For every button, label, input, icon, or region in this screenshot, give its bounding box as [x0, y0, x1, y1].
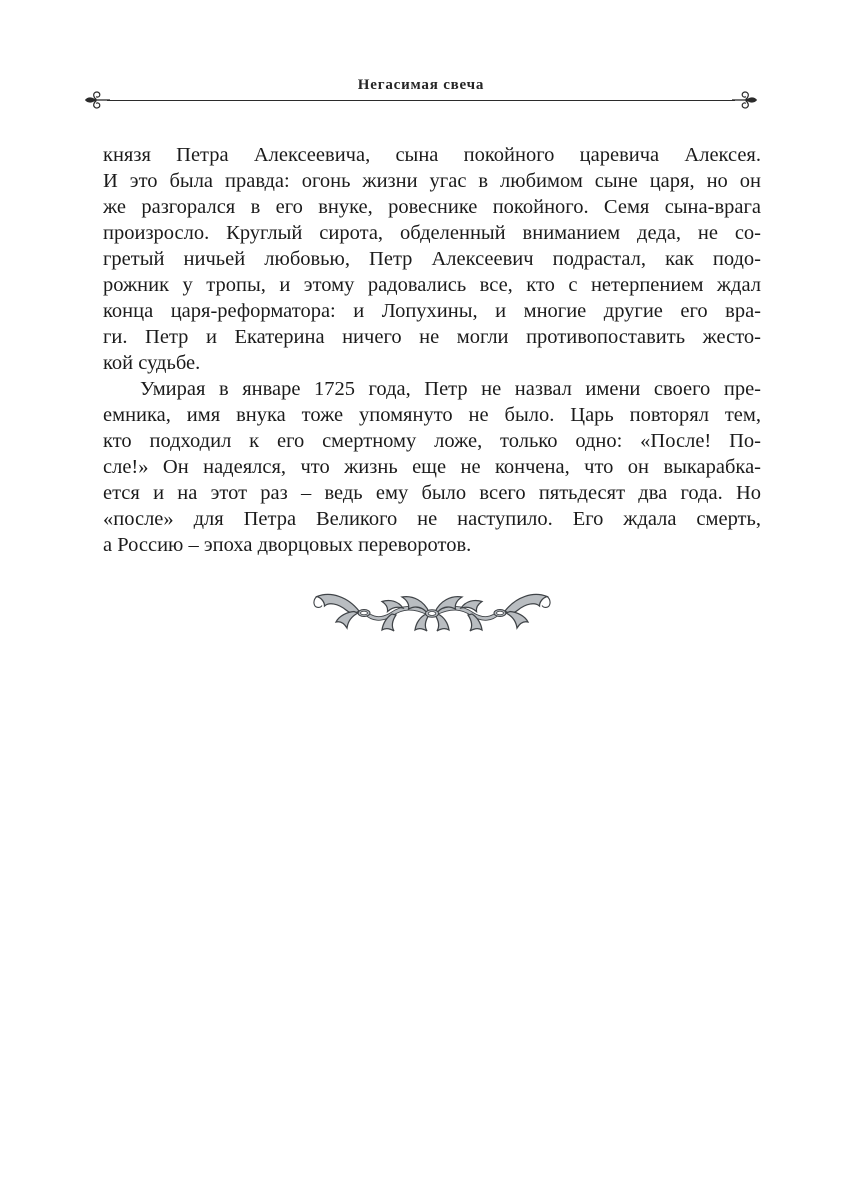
- text-line: ги. Петр и Екатерина ничего не могли противопоставить жесто-: [103, 326, 761, 348]
- text-line: Умирая в январе 1725 года, Петр не назвал имени своего пре-: [140, 378, 761, 400]
- text-line: кой судьбе.: [103, 352, 201, 374]
- text-line: а Россию – эпоха дворцовых переворотов.: [103, 534, 472, 556]
- text-line: князя Петра Алексеевича, сына покойного царевича Алексея.: [103, 144, 761, 166]
- text-line: «после» для Петра Великого не наступило. Его ждала смерть,: [103, 508, 761, 530]
- header-rule: [84, 91, 758, 109]
- text-line: кто подходил к его смертному ложе, только одно: «После! По-: [103, 430, 761, 452]
- fleuron-right-icon: [732, 90, 758, 110]
- text-line: же разгорался в его внуке, ровеснике покойного. Семя сына-врага: [103, 196, 761, 218]
- page-body-text: [103, 142, 761, 558]
- text-line: ется и на этот раз – ведь ему было всего пятьдесят два года. Но: [103, 482, 761, 504]
- text-line: емника, имя внука тоже упомянуто не было. Царь повторял тем,: [103, 404, 761, 426]
- text-line: И это была правда: огонь жизни угас в любимом сыне царя, но он: [103, 170, 761, 192]
- text-line: конца царя-реформатора: и Лопухины, и многие другие его вра-: [103, 300, 761, 322]
- acanthus-flourish-icon: [312, 590, 552, 636]
- header-rule-line: [107, 100, 735, 101]
- running-header-title: Негасимая свеча: [357, 77, 485, 93]
- text-line: рожник у тропы, и этому радовались все, кто с нетерпением ждал: [103, 274, 761, 296]
- text-line: гретый ничьей любовью, Петр Алексеевич подрастал, как подо-: [103, 248, 761, 270]
- text-line: произросло. Круглый сирота, обделенный вниманием деда, не со-: [103, 222, 761, 244]
- text-line: сле!» Он надеялся, что жизнь еще не кончена, что он выкарабка-: [103, 456, 761, 478]
- end-of-chapter-flourish: [103, 590, 761, 636]
